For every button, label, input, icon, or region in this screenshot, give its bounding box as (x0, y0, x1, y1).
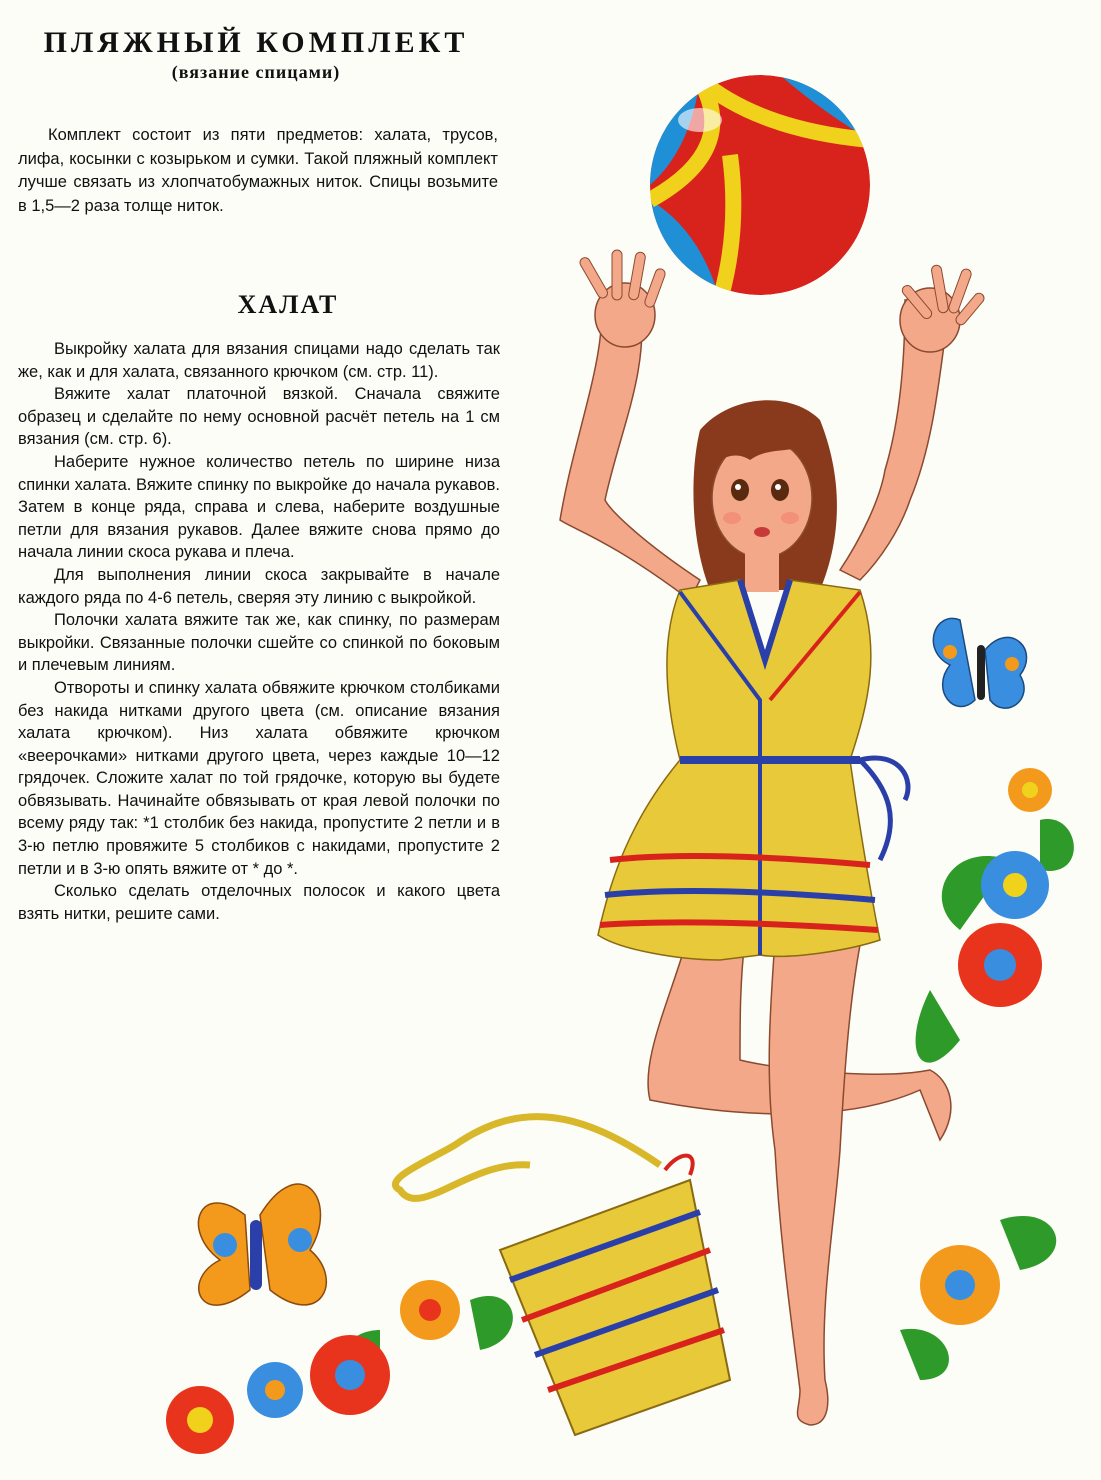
flower-icon (166, 1280, 513, 1454)
butterfly-icon (198, 1184, 326, 1305)
body-paragraph: Полочки халата вяжите так же, как спинку, по размерам выкройки. Связанные полочки сшейте со спинкой по боковым и плечевым линиям. (18, 611, 500, 675)
body-paragraph: Для выполнения линии скоса закрывайте в начале каждого ряда по 4-6 петель, сверяя эту линию с выкройкой. (18, 565, 500, 607)
beach-ball (650, 75, 870, 300)
knitted-robe (598, 580, 908, 960)
page-title: ПЛЯЖНЫЙ КОМПЛЕКТ (43, 26, 469, 59)
flower-icon (916, 768, 1074, 1063)
left-hand (578, 250, 666, 347)
intro-paragraph: Комплект состоит из пяти предметов: халата, трусов, лифа, косынки с козырьком и сумки. Такой пляжный комплект лучше связать из хлопчатобумажных ниток. Спицы возьмите в 1,5—2 раза толще ниток. (18, 126, 498, 215)
body-paragraph: Вяжите халат платочной вязкой. Сначала свяжите образец и сделайте по нему основной расчёт петель на 1 см вязания (см. стр. 6). (18, 385, 500, 449)
knitted-bag (395, 1117, 730, 1435)
body-paragraph: Отвороты и спинку халата обвяжите крючком столбиками без накида нитками другого цвета (см. описание вязания халата крючком). Низ халата обвяжите крючком «веерочками» нитками другого цвета, через каждые 10—12 грядочек. Сложите халат по той грядочке, которую вы будете обвязывать. Начинайте обвязывать от края левой полочки по всему ряду так: *1 столбик без накида, пропустите 2 петли и в 3-ю петлю провяжите 5 столбиков с накидами, пропустите 2 петли и в 3-ю опять вяжите от * до *. (18, 678, 500, 878)
body-paragraph: Сколько сделать отделочных полосок и какого цвета взять нитки, решите сами. (18, 882, 500, 923)
flower-icon (900, 1216, 1056, 1380)
body-paragraph: Выкройку халата для вязания спицами надо сделать так же, как и для халата, связанного крючком (см. стр. 11). (18, 340, 500, 381)
page-subtitle: (вязание спицами) (171, 62, 341, 82)
body-paragraph: Наберите нужное количество петель по ширине низа спинки халата. Вяжите спинку по выкройке до начала рукавов. Затем в конце ряда, справа и слева, наберите воздушные петли для вязания рукавов. Далее вяжите снова прямо до начала линии скоса рукава и плеча. (18, 452, 500, 562)
section-title: ХАЛАТ (237, 290, 339, 319)
butterfly-icon (933, 618, 1026, 708)
right-hand (900, 265, 986, 352)
